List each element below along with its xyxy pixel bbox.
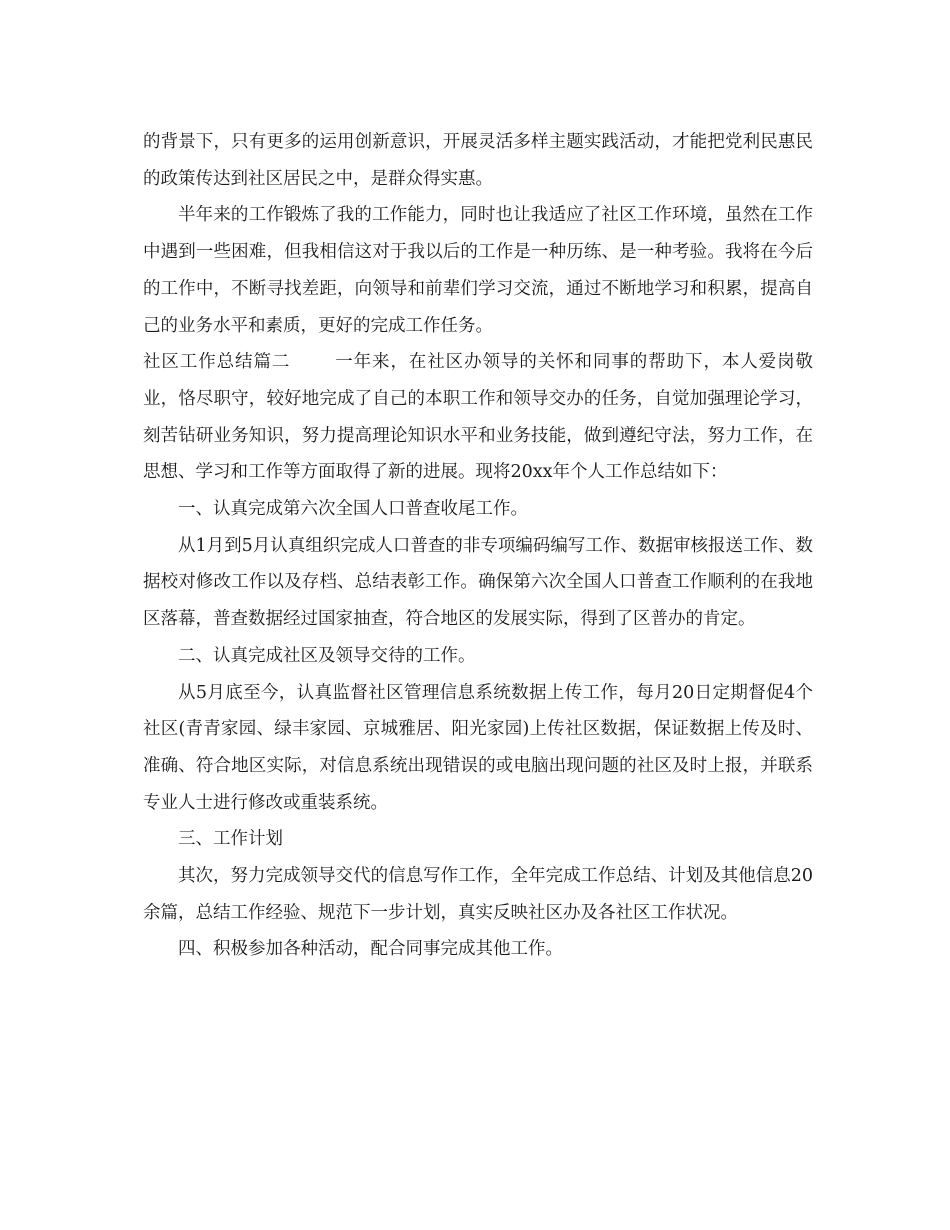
item-two-body: 从5月底至今，认真监督社区管理信息系统数据上传工作，每月20日定期督促4个社区(青青家园、绿丰家园、京城雅居、阳光家园)上传社区数据，保证数据上传及时、准确、符合地区实际，对信息系统出现错误的或电脑出现问题的社区及时上报，并联系专业人士进行修改或重装系统。 xyxy=(143,682,813,813)
item-one-heading: 一、认真完成第六次全国人口普查收尾工作。 xyxy=(178,499,528,520)
section-heading: 社区工作总结篇二 xyxy=(143,352,291,373)
item-one-body: 从1月到5月认真组织完成人口普查的非专项编码编写工作、数据审核报送工作、数据校对修改工作以及存档、总结表彰工作。确保第六次全国人口普查工作顺利的在我地区落幕，普查数据经过国家抽查，符合地区的发展实际，得到了区普办的肯定。 xyxy=(143,535,813,630)
item-two-heading: 二、认真完成社区及领导交待的工作。 xyxy=(178,645,476,666)
item-four-heading: 四、积极参加各种活动，配合同事完成其他工作。 xyxy=(178,939,563,960)
item-three-body: 其次，努力完成领导交代的信息写作工作，全年完成工作总结、计划及其他信息20余篇，总结工作经验、规范下一步计划，真实反映社区办及各社区工作状况。 xyxy=(143,866,813,923)
paragraph-half-year-reflection: 半年来的工作锻炼了我的工作能力，同时也让我适应了社区工作环境，虽然在工作中遇到一些困难，但我相信这对于我以后的工作是一种历练、是一种考验。我将在今后的工作中，不断寻找差距，向领导和前辈们学习交流，通过不断地学习和积累，提高自己的业务水平和素质，更好的完成工作任务。 xyxy=(143,205,813,336)
paragraph-section-two xyxy=(143,344,813,491)
paragraph-continuation: 的背景下，只有更多的运用创新意识，开展灵活多样主题实践活动，才能把党利民惠民的政策传达到社区居民之中，是群众得实惠。 xyxy=(143,132,813,189)
section-intro-text: 一年来，在社区办领导的关怀和同事的帮助下，本人爱岗敬业，恪尽职守，较好地完成了自己的本职工作和领导交办的任务，自觉加强理论学习，刻苦钻研业务知识，努力提高理论知识水平和业务技能，做到遵纪守法，努力工作，在思想、学习和工作等方面取得了新的进展。现将20xx年个人工作总结如下： xyxy=(143,352,814,483)
item-three-heading: 三、工作计划 xyxy=(178,829,283,850)
document-body xyxy=(143,124,813,968)
